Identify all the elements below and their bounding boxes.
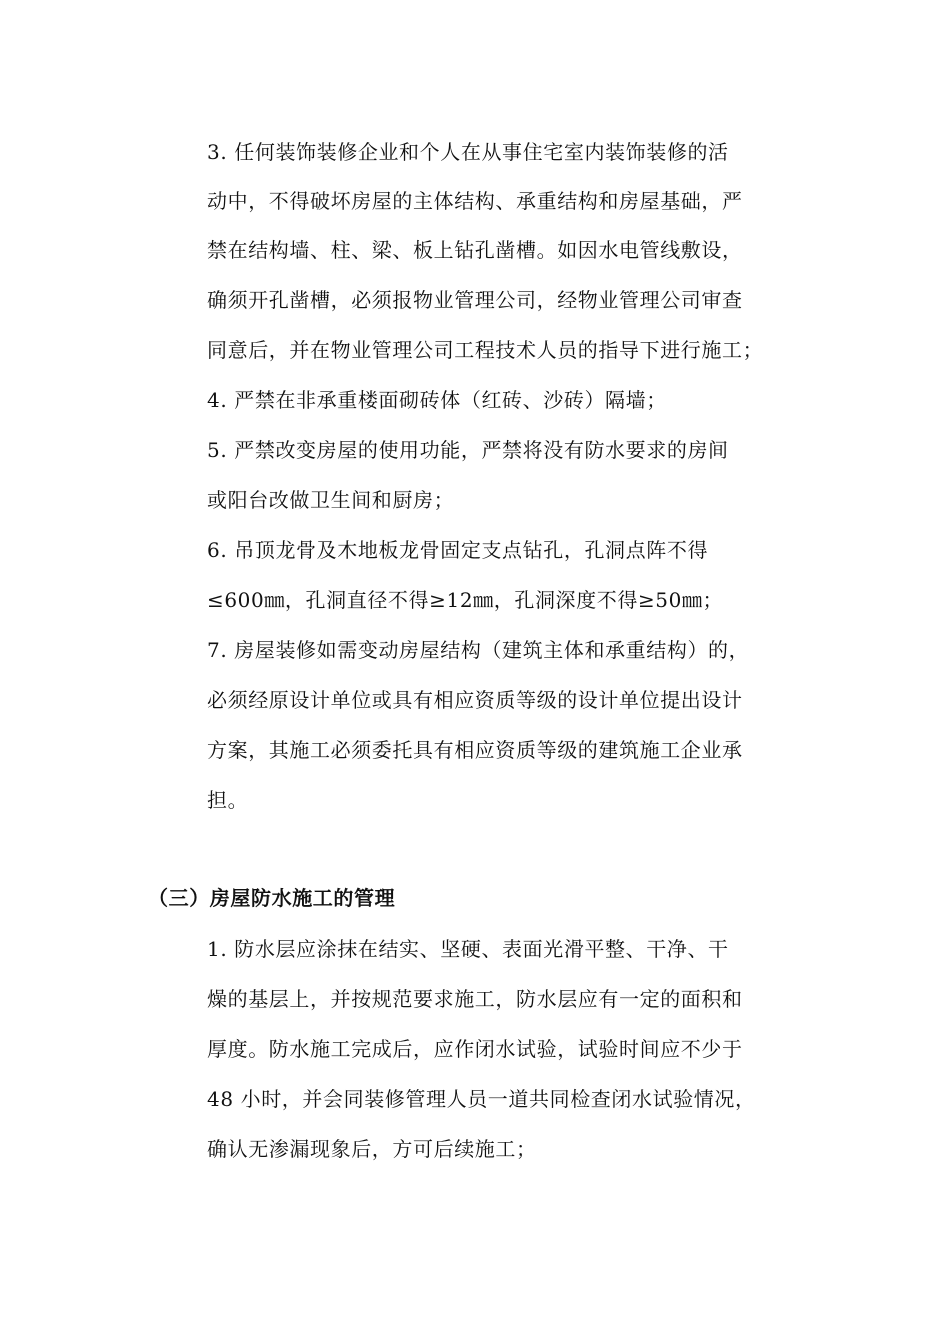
item-7-line-2: 必须经原设计单位或具有相应资质等级的设计单位提出设计	[207, 688, 743, 712]
item-3-line-3: 禁在结构墙、柱、梁、板上钻孔凿槽。如因水电管线敷设，	[207, 238, 743, 262]
item-7-line-4: 担。	[207, 788, 249, 812]
item-3-line-1: 3. 任何装饰装修企业和个人在从事住宅室内装饰装修的活	[207, 140, 729, 164]
section-3-item-1-line-5: 确认无渗漏现象后，方可后续施工；	[207, 1137, 537, 1161]
item-3-line-5: 同意后，并在物业管理公司工程技术人员的指导下进行施工；	[207, 338, 764, 362]
section-3-item-1-line-1: 1. 防水层应涂抹在结实、坚硬、表面光滑平整、干净、干	[207, 937, 729, 961]
item-6-line-2: ≤600㎜，孔洞直径不得≥12㎜，孔洞深度不得≥50㎜；	[207, 588, 724, 612]
item-5-line-1: 5. 严禁改变房屋的使用功能，严禁将没有防水要求的房间	[207, 438, 729, 462]
section-3-item-1-line-2: 燥的基层上，并按规范要求施工，防水层应有一定的面积和	[207, 987, 743, 1011]
item-5-line-2: 或阳台改做卫生间和厨房；	[207, 488, 455, 512]
item-4-line-1: 4. 严禁在非承重楼面砌砖体（红砖、沙砖）隔墙；	[207, 388, 667, 412]
item-3-line-4: 确须开孔凿槽，必须报物业管理公司，经物业管理公司审查	[207, 288, 743, 312]
section-3-item-1-line-4: 48 小时，并会同装修管理人员一道共同检查闭水试验情况，	[207, 1087, 756, 1111]
item-3-line-2: 动中，不得破坏房屋的主体结构、承重结构和房屋基础，严	[207, 189, 743, 213]
item-7-line-1: 7. 房屋装修如需变动房屋结构（建筑主体和承重结构）的，	[207, 638, 750, 662]
section-3-item-1-line-3: 厚度。防水施工完成后，应作闭水试验，试验时间应不少于	[207, 1037, 743, 1061]
item-6-line-1: 6. 吊顶龙骨及木地板龙骨固定支点钻孔，孔洞点阵不得	[207, 538, 709, 562]
item-7-line-3: 方案，其施工必须委托具有相应资质等级的建筑施工企业承	[207, 738, 743, 762]
section-3-heading: （三）房屋防水施工的管理	[148, 886, 396, 910]
